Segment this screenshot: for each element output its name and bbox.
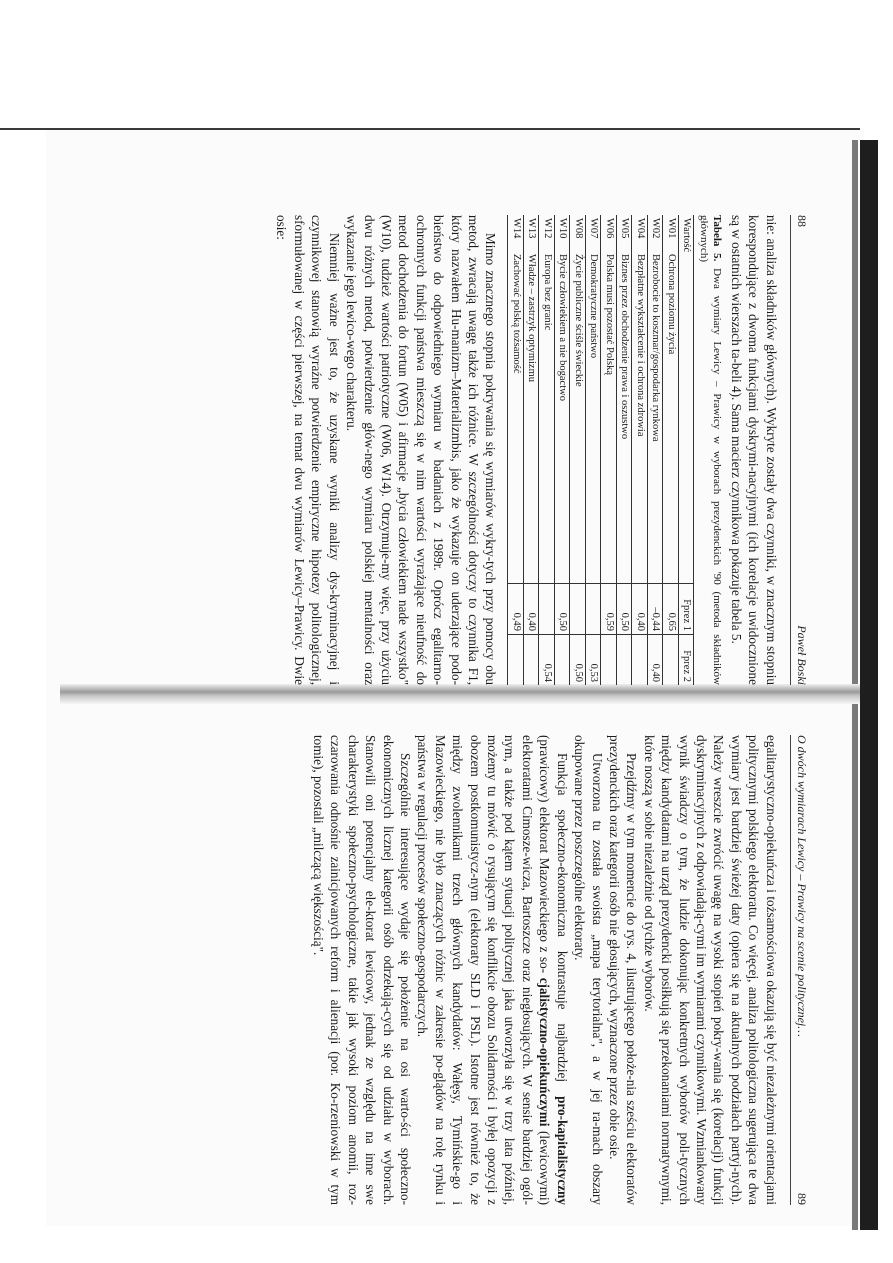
row-label: Bycie człowiekiem a nie bogactwo bbox=[554, 251, 570, 584]
row-f2: 0,50 bbox=[570, 635, 586, 686]
paragraph: nie: analiza składników głównych). Wykryte zostały dwa czynniki, w znacznym stopniu korespondujące z dwoma funkcjami dyskrymi-nacyjnymi (ich korelacje uwidocznione są w ostatnich wierszach ta-beli 4). Sama macierz czynnikowa pokazuje tabela 5. bbox=[728, 215, 779, 685]
page-header bbox=[790, 215, 810, 685]
row-code: W12 bbox=[539, 215, 555, 251]
row-f2 bbox=[663, 635, 679, 686]
text-run: (lewicowymi) elektoratami Cimosze-wicza, Bartoszcze oraz niegłosujących. W sensie bardziej ogól-nym, a także pod kątem sytuacji politycznej jaka utworzyła się w trzy lata później, możemy tu mówić o rysującym się konflikcie obozu Solidarności i byłej opozycji z obozem postkomunistycz-nym (elektoraty SLD i PSL). Istotne jest również to, że między zwolennikami trzech głównych kandydatów: Wałęsy, Tymińskie-go i Mazowieckiego, nie było znaczących różnic w zakresie po-glądów na rolę rynku i państwa w regulacji procesów społeczno-gospodarczych. bbox=[415, 735, 553, 1206]
row-f1: 0,59 bbox=[601, 584, 617, 635]
table-caption-text: Dwa wymiary Lewicy – Prawicy w wyborach prezydenckich '90 (metoda składników głównych) bbox=[698, 215, 724, 686]
row-code: W04 bbox=[632, 215, 648, 251]
bold-term: cjalistyczno-opiekuńczymi bbox=[537, 977, 553, 1127]
row-code: W10 bbox=[554, 215, 570, 251]
row-label: Europa bez granic bbox=[539, 251, 555, 584]
table-caption-label: Tabela 5. bbox=[711, 215, 724, 262]
table-row bbox=[601, 215, 617, 685]
row-f1: 0,40 bbox=[523, 584, 539, 635]
values-table bbox=[507, 215, 694, 685]
row-f1: –0,44 bbox=[647, 584, 663, 635]
table-row bbox=[508, 215, 524, 685]
row-f1: 0,65 bbox=[663, 584, 679, 635]
table-row bbox=[616, 215, 632, 685]
col-header-f1: Fprez 1 bbox=[678, 584, 694, 635]
row-f1 bbox=[570, 584, 586, 635]
row-f2 bbox=[632, 635, 648, 686]
row-label: Bezrobocie to koszmar/gospodarka rynkowa bbox=[647, 251, 663, 584]
page-number: 88 bbox=[795, 215, 809, 227]
row-f1 bbox=[585, 584, 601, 635]
row-code: W05 bbox=[616, 215, 632, 251]
row-label: Władze – zastrzyk optymizmu bbox=[523, 251, 539, 584]
row-f2 bbox=[554, 635, 570, 686]
paragraph bbox=[414, 735, 571, 1205]
scan-top-edge bbox=[0, 128, 860, 130]
book-gutter bbox=[60, 684, 860, 704]
row-f1: 0,49 bbox=[508, 584, 524, 635]
row-code: W08 bbox=[570, 215, 586, 251]
row-f1: 0,40 bbox=[632, 584, 648, 635]
row-f1 bbox=[539, 584, 555, 635]
row-code: W02 bbox=[647, 215, 663, 251]
row-label: Demokratyczne państwo bbox=[585, 251, 601, 584]
row-f2 bbox=[616, 635, 632, 686]
table-row bbox=[647, 215, 663, 685]
table-row bbox=[539, 215, 555, 685]
page-number: 89 bbox=[795, 1193, 809, 1205]
text-run: (prawicowy) elektorat Mazowieckiego z so- bbox=[537, 735, 553, 974]
paragraph: egalitarystyczno-opiekuńcza i tożsamościowa okazują się być niezależnymi orientacjami politycznymi polskiego elektoratu. Co więcej, analiza politologiczna sugerująca te dwa wymiary jest bardziej świeżej daty (opiera się na aktualnych podziałach partyj-nych). Należy wreszcie zwrócić uwagę na wysoki stopień pokry-wania się (korelacji) funkcji dyskryminacyjnych z odpowiadają-cymi im wymiarami czynnikowymi. Wzmiankowany wynik świadczy o tym, że ludzie dokonując konkretnych wyborów poli-tycznych między kandydatami na urząd prezydencki posiłkują się przekonaniami normatywnymi, które noszą w sobie niezależnie od tychże wyborów. bbox=[641, 735, 779, 1205]
page-89 bbox=[50, 735, 810, 1215]
row-label: Biznes przez obchodzenie prawa i oszustwo bbox=[616, 251, 632, 584]
table-row bbox=[663, 215, 679, 685]
row-code: W14 bbox=[508, 215, 524, 251]
running-head: O dwóch wymiarach Lewicy – Prawicy na scenie politycznej… bbox=[795, 735, 809, 1037]
row-f2 bbox=[508, 635, 524, 686]
row-label: Ochrona poziomu życia bbox=[663, 251, 679, 584]
paragraph: Niemniej ważne jest to, że uzyskane wyniki analizy dys-kryminacyjnej i czynnikowej stanowią wyraźne potwierdzenie empiryczne hipotezy politologicznej, sformułowanej w części pierwszej, na temat dwu wymiarów Lewicy–Prawicy. Dwie osie: bbox=[274, 215, 342, 685]
row-label: Zachować polską tożsamość bbox=[508, 251, 524, 584]
row-f2: 0,54 bbox=[539, 635, 555, 686]
table-row bbox=[554, 215, 570, 685]
row-f2: 0,40 bbox=[647, 635, 663, 686]
row-label: Polska musi pozostać Polską bbox=[601, 251, 617, 584]
row-f2 bbox=[523, 635, 539, 686]
bold-term: pro-kapitalistyczny bbox=[554, 1096, 570, 1205]
paragraph: Utworzona tu została swoista „mapa terytorialna", a w jej ra-mach obszary okupowane przez poszczególne elektoraty. bbox=[572, 735, 605, 1205]
table-header-row bbox=[678, 215, 694, 685]
table-row bbox=[632, 215, 648, 685]
row-f2: 0,53 bbox=[585, 635, 601, 686]
row-code: W13 bbox=[523, 215, 539, 251]
paragraph: Szczególnie interesujące wydaje się położenie na osi warto-ści społeczno-ekonomicznych licznej kategorii osób odrzekają-cych się od udziału w wyborach. Stanowili oni potencjalny ele-ktorat lewicowy, jednak ze względu na inne swe charakterystyki społeczno-psychologiczne, takie jak wysoki poziom anomii, roz-czarowania odnośnie zainicjowanych reform i alienacji (por. Ko-rzeniowski w tym tomie), pozostali „milczącą większością". bbox=[311, 735, 414, 1205]
table-row bbox=[585, 215, 601, 685]
page-header bbox=[790, 735, 810, 1205]
paragraph: Mimo znacznego stopnia pokrywania się wymiarów wykry-tych przy pomocy obu metod, zwracają uwagę także ich różnice. W szczególności dotyczy to czynnika F1, który nazwałem Hu-manizm–Materializmbis, jako że wykazuje on uderzające podo-bieństwo do odpowiedniego wymiaru w badaniach z 1989r. Oprócz egalitarno-ochronnych funkcji państwa mieszczą się w nim wartości wyrażające nieufność do metod dochodzenia do fortun (W05) i afirmacje „bycia człowiekiem nade wszystko" (W10), tudzież wartości patriotyczne (W06, W14). Otrzymuje-my więc, przy użyciu dwu różnych metod, potwierdzenie głów-nego wymiaru polskiej mentalności oraz wykazanie jego lewico-wego charakteru. bbox=[344, 215, 499, 685]
row-f1: 0,50 bbox=[554, 584, 570, 635]
row-code: W01 bbox=[663, 215, 679, 251]
col-header-value: Wartość bbox=[678, 215, 694, 584]
row-code: W07 bbox=[585, 215, 601, 251]
running-head: Paweł Boski bbox=[795, 625, 809, 685]
row-f2 bbox=[601, 635, 617, 686]
col-header-f2: Fprez 2 bbox=[678, 635, 694, 686]
book-edge bbox=[860, 140, 878, 1230]
page-88 bbox=[50, 215, 810, 685]
table-caption bbox=[697, 215, 723, 685]
row-label: Życie publiczne ściśle świeckie bbox=[570, 251, 586, 584]
table-row bbox=[523, 215, 539, 685]
paragraph: Przejdźmy w tym momencie do rys. 4, ilustrującego położe-nia sześciu elektoratów prezydenckich oraz kategorii osób nie głosujących, wyznaczone przez obie osie. bbox=[606, 735, 640, 1205]
text-run: Funkcja społeczno-ekonomiczna kontrastuje najbardziej bbox=[554, 753, 570, 1083]
table-row bbox=[570, 215, 586, 685]
row-code: W06 bbox=[601, 215, 617, 251]
row-f1: 0,50 bbox=[616, 584, 632, 635]
row-label: Bezpłatne wykształcenie i ochrona zdrowia bbox=[632, 251, 648, 584]
